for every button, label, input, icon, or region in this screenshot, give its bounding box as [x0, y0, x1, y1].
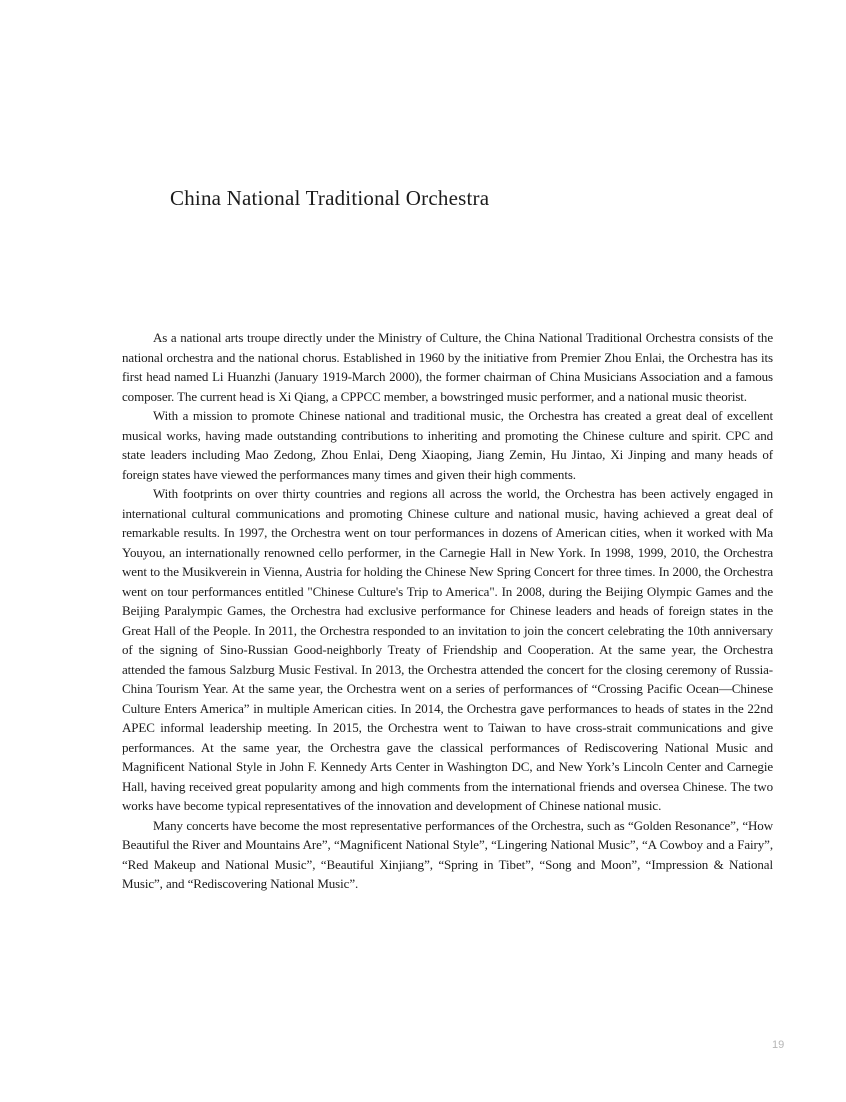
page-title: China National Traditional Orchestra	[170, 186, 490, 210]
paragraph-international-tours: With footprints on over thirty countries and regions all across the world, the Orchestra has been actively engaged in international cultural communications and promoting Chinese culture and national music, having achieved a great deal of remarkable results. In 1997, the Orchestra went on tour performances in dozens of American cities, when it worked with Ma Youyou, an internationally renowned cello performer, in the Carnegie Hall in New York. In 1998, 1999, 2010, the Orchestra went to the Musikverein in Vienna, Austria for holding the Chinese New Spring Concert for three times. In 2000, the Orchestra went on tour performances entitled "Chinese Culture's Trip to America". In 2008, during the Beijing Olympic Games and the Beijing Paralympic Games, the Orchestra had exclusive performance for Chinese leaders and heads of foreign states in the Great Hall of the People. In 2011, the Orchestra responded to an invitation to join the concert celebrating the 10th anniversary of the signing of Sino-Russian Good-neighborly Treaty of Friendship and Cooperation. At the same year, the Orchestra attended the famous Salzburg Music Festival. In 2013, the Orchestra attended the concert for the closing ceremony of Russia-China Tourism Year. At the same year, the Orchestra went on a series of performances of “Crossing Pacific Ocean—Chinese Culture Enters America” in multiple American cities. In 2014, the Orchestra gave performances to heads of states in the 22nd APEC informal leadership meeting. In 2015, the Orchestra went to Taiwan to have cross-strait communications and give performances. At the same year, the Orchestra gave the classical performances of Rediscovering National Music and Magnificent National Style in John F. Kennedy Arts Center in Washington DC, and New York’s Lincoln Center and Carnegie Hall, having received great popularity among and high comments from the international friends and oversea Chinese. The two works have become typical representatives of the innovation and development of Chinese national music.	[122, 486, 773, 813]
paragraph-mission: With a mission to promote Chinese national and traditional music, the Orchestra has created a great deal of excellent musical works, having made outstanding contributions to inheriting and promoting the Chinese culture and spirit. CPC and state leaders including Mao Zedong, Zhou Enlai, Deng Xiaoping, Jiang Zemin, Hu Jintao, Xi Jinping and many heads of foreign states have viewed the performances many times and given their high comments.	[122, 408, 773, 482]
paragraph-representative-concerts: Many concerts have become the most representative performances of the Orchestra, such as “Golden Resonance”, “How Beautiful the River and Mountains Are”, “Magnificent National Style”, “Lingering National Music”, “A Cowboy and a Fairy”, “Red Makeup and National Music”, “Beautiful Xinjiang”, “Spring in Tibet”, “Song and Moon”, “Impression & National Music”, and “Rediscovering National Music”.	[122, 817, 773, 891]
paragraph-intro: As a national arts troupe directly under the Ministry of Culture, the China National Traditional Orchestra consists of the national orchestra and the national chorus. Established in 1960 by the initiative from Premier Zhou Enlai, the Orchestra has its first head named Li Huanzhi (January 1919-March 2000), the former chairman of China Musicians Association and a famous composer. The current head is Xi Qiang, a CPPCC member, a bowstringed music performer, and a national music theorist.	[122, 330, 773, 404]
page-number: 19	[772, 1039, 785, 1051]
article-body	[122, 328, 773, 894]
